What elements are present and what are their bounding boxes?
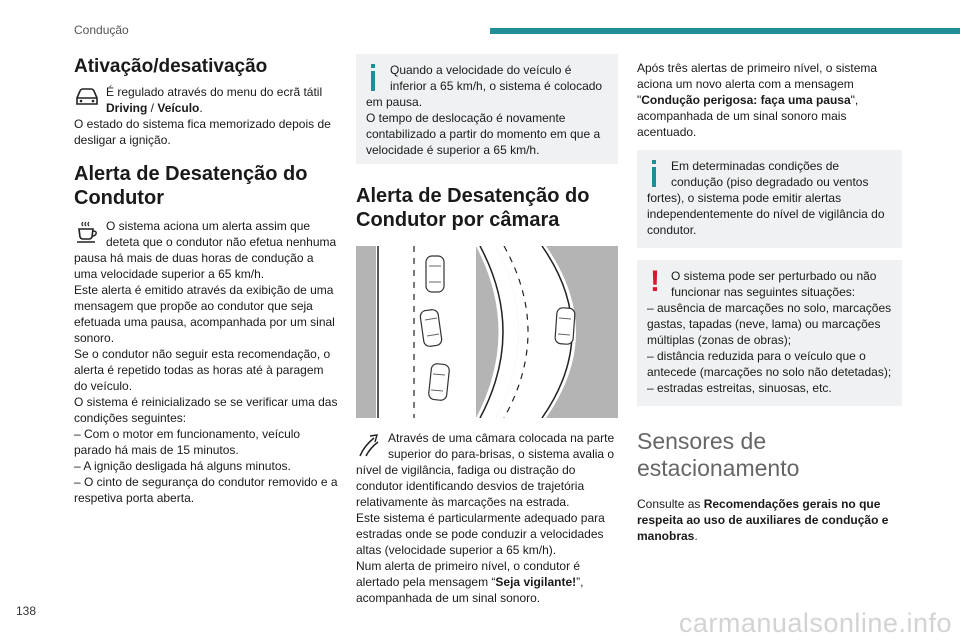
lane-drift-icon [356, 432, 382, 456]
camera-text: Através de uma câmara colocada na parte superior do para-brisas, o sistema avalia o nível de vigilância, fadiga ou distração do condutor identificando desvios de trajetória relativamente às marcações na estrada. [356, 431, 615, 509]
car-icon [74, 86, 100, 110]
second-level-alert-text [637, 60, 902, 140]
info-icon [366, 62, 382, 92]
watermark: carmanualsonline.info [678, 608, 952, 638]
first-level-alert-text [356, 558, 618, 606]
info-box-pause [356, 54, 618, 164]
warning-text: O sistema pode ser perturbado ou não funcionar nas seguintes situações: [671, 269, 877, 299]
menu-vehicle: Veículo [157, 101, 200, 115]
parking-sensors-text [637, 496, 902, 544]
column-3 [637, 60, 902, 544]
info-text: Quando a velocidade do veículo é inferior a 65 km/h, o sistema é colocado em pausa. [366, 63, 603, 109]
alert-text-part: ", acompanhada de um sinal sonoro mais acentuado. [637, 93, 859, 139]
alert-message: Condução perigosa: faça uma pausa [641, 93, 851, 107]
list-item: – Com o motor em funcionamento, veículo parado há mais de 15 minutos. [74, 427, 301, 457]
attention-message-text: Este alerta é emitido através da exibição de uma mensagem que propõe ao condutor que seja efetuada uma pausa, acompanhada por um sinal sonoro. [74, 283, 335, 345]
heading-activation: Ativação/desativação [74, 56, 268, 77]
alert-text-part: Após três alertas de primeiro nível, o sistema aciona um novo alerta com a mensagem " [637, 61, 878, 107]
info-icon [647, 158, 663, 188]
alert-text-part: Num alerta de primeiro nível, o condutor é alertado pela mensagem “ [356, 559, 581, 589]
attention-repeat-text: Se o condutor não seguir esta recomendação, o alerta é repetido todas as horas até à paragem do veículo. [74, 347, 331, 393]
alert-text-part: ”, acompanhada de um sinal sonoro. [356, 575, 584, 605]
page-number: 138 [16, 604, 37, 618]
period: . [694, 529, 698, 543]
lane-deviation-illustration [356, 246, 618, 418]
info-text: O tempo de deslocação é novamente contabilizado a partir do momento em que a velocidade é superior a 65 km/h. [366, 111, 601, 157]
list-item: – O cinto de segurança do condutor removido e a respetiva porta aberta. [74, 475, 338, 505]
attention-text: O sistema aciona um alerta assim que deteta que o condutor não efetua nenhuma pausa há mais de duas horas de condução a uma velocidade superior a 65 km/h. [74, 219, 337, 281]
heading-camera-attention: Alerta de Desatenção do Condutor por câmara [356, 185, 590, 231]
list-item: – distância reduzida para o veículo que o antecede (marcações no solo não detetadas); [647, 349, 892, 379]
header-chapter-label: Condução [74, 23, 129, 37]
warning-box [637, 260, 902, 406]
list-item: – estradas estreitas, sinuosas, etc. [647, 381, 832, 395]
column-1 [74, 50, 340, 506]
alert-message: Seja vigilante! [495, 575, 577, 589]
camera-paragraph [356, 430, 618, 510]
text-part: Consulte as [637, 497, 704, 511]
info-box-conditions [637, 150, 902, 248]
list-item: – A ignição desligada há alguns minutos. [74, 459, 291, 473]
reset-conditions-text: O sistema é reinicializado se se verificar uma das condições seguintes: [74, 395, 338, 425]
coffee-cup-icon [74, 220, 100, 244]
menu-separator: / [147, 101, 158, 115]
activation-text: É regulado através do menu do ecrã tátil [106, 85, 323, 99]
heading-parking-sensors: Sensores de estacionamento [637, 428, 800, 481]
activation-paragraph [74, 84, 340, 116]
warning-icon: ! [650, 265, 660, 298]
memory-paragraph: O estado do sistema fica memorizado depois de desligar a ignição. [74, 117, 331, 147]
column-2 [356, 54, 618, 606]
heading-driver-attention: Alerta de Desatenção do Condutor [74, 163, 308, 209]
recommendations-link: Recomendações gerais no que respeita ao uso de auxiliares de condução e manobras [637, 497, 889, 543]
attention-paragraph [74, 218, 340, 282]
list-item: – ausência de marcações no solo, marcações gastas, tapadas (neve, lama) ou marcações múltiplas (zonas de obras); [647, 301, 892, 347]
info-text: Em determinadas condições de condução (piso degradado ou ventos fortes), o sistema pode emitir alertas independentemente do nível de vigilância do condutor. [647, 159, 885, 237]
period: . [199, 101, 203, 115]
menu-driving: Driving [106, 101, 148, 115]
suitability-text: Este sistema é particularmente adequado para estradas onde se pode conduzir a velocidades altas (velocidade superior a 65 km/h). [356, 511, 605, 557]
header-accent-bar [490, 28, 960, 34]
